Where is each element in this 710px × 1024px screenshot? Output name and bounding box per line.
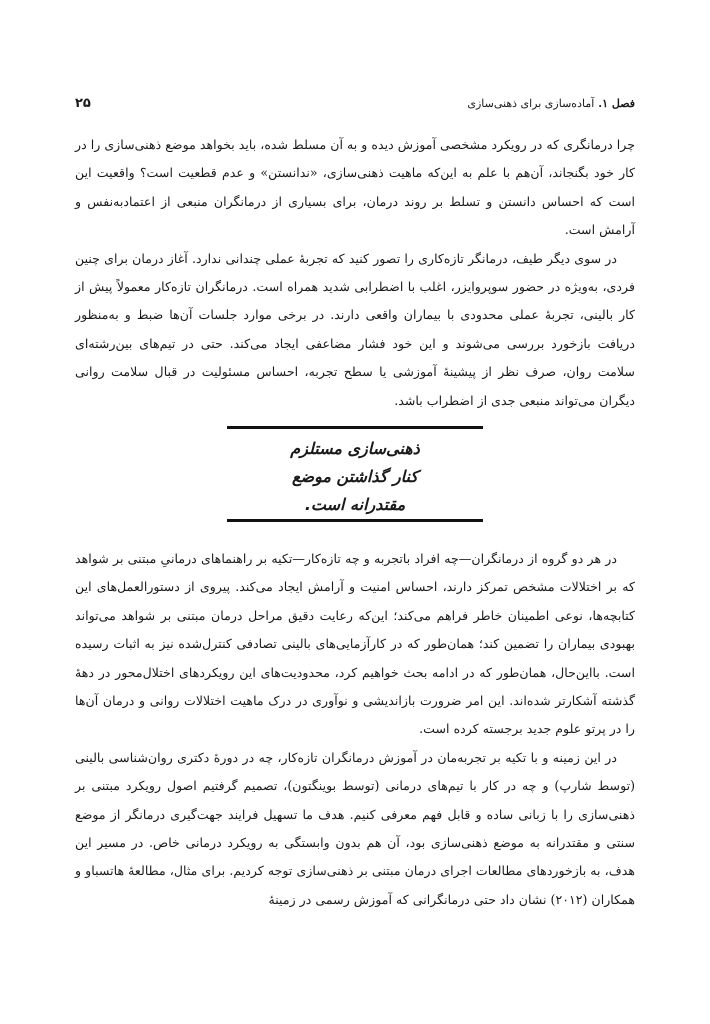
- paragraph: در سوی دیگر طیف، درمانگر تازه‌کاری را تصور کنید که تجربهٔ عملی چندانی ندارد. آغاز درمان برای چنین فردی، به‌ویژه در حضور سوپروایزر، اغلب با اضطرابی شدید همراه است. درمانگران تازه‌کار معمولاً پیش از کار بالینی، تجربهٔ عملی محدودی با بیماران واقعی دارند. در برخی موارد جلسات آن‌ها ضبط و به‌منظور دریافت بازخورد بررسی می‌شوند و این خود فشار مضاعفی ایجاد می‌کند. حتی در تیم‌های بین‌رشته‌ای سلامت روان، صرف نظر از پیشینهٔ آموزشی یا سطح تجربه، احساس مسئولیت در قبال سلامت روانی دیگران می‌تواند منبعی جدی از اضطراب باشد.: [75, 250, 635, 408]
- document-page: [75, 0, 635, 1024]
- chapter-heading: [467, 97, 635, 110]
- body-text-top: [75, 131, 635, 415]
- paragraph: در هر دو گروه از درمانگران—چه افراد باتجربه و چه تازه‌کار—تکیه بر راهنماهای درمانیِ مبتنی بر شواهد که بر اختلالات مشخص تمرکز دارند، احساس امنیت و آرامش ایجاد می‌کند. پیروی از دستورالعمل‌های این کتابچه‌ها، نوعی اطمینان خاطر فراهم می‌کند؛ این‌که رعایت دقیق مراحل درمان مبتنی بر شواهد می‌تواند بهبودی بیماران را تضمین کند؛ همان‌طور که در کارآزمایی‌های بالینی تصادفی کنترل‌شده نیز به اثبات رسیده است. بااین‌حال، همان‌طور که در ادامه بحث خواهیم کرد، محدودیت‌های این رویکردهای اختلال‌محور در دههٔ گذشته آشکارتر شده‌اند. این امر ضرورت بازاندیشی و نوآوری در درک ماهیت اختلالات روانی و درمان آن‌ها را در پرتو علوم جدید برجسته کرده است.: [75, 551, 635, 737]
- paragraph: در این زمینه و با تکیه بر تجربه‌مان در آموزش درمانگران تازه‌کار، چه در دورهٔ دکتری روان‌شناسی بالینی (توسط شارپ) و چه در کار با تیم‌های درمانی (توسط بوینگتون)، تصمیم گرفتیم اصول رویکرد مبتنی بر ذهنی‌سازی را با زبانی ساده و قابل فهم معرفی کنیم. هدف ما تسهیل فرایند جهت‌گیری درمانگر از موضع سنتی و مقتدرانه به موضع ذهنی‌سازی بود، آن هم بدون وابستگی به رویکرد درمانی خاص. در مسیر این هدف، به بازخوردهای مطالعات اجرای درمان مبتنی بر ذهنی‌سازی توجه کردیم. برای مثال، مطالعهٔ هاتسباو و همکاران (۲۰۱۲) نشان داد حتی درمانگرانی که آموزش رسمی در زمینهٔ: [75, 749, 635, 907]
- page-number: ۲۵: [75, 95, 91, 111]
- pull-quote: [227, 426, 483, 522]
- pull-quote-line: مقتدرانه است.: [304, 495, 406, 514]
- body-text-bottom: [75, 545, 635, 914]
- chapter-label: فصل ۱.: [598, 96, 635, 110]
- pull-quote-line: ذهنی‌سازی مستلزم: [290, 439, 420, 458]
- paragraph: چرا درمانگری که در رویکرد مشخصی آموزش دیده و به آن مسلط شده، باید بخواهد موضع ذهنی‌سازی را در کار خود بگنجاند، آن‌هم با علم به این‌که ماهیت ذهنی‌سازی، «ندانستن» و عدم قطعیت است؟ واقعیت این است که احساس دانستن و تسلط بر روند درمان، برای بسیاری از درمانگران منبعی از اعتمادبه‌نفس و آرامش است.: [75, 137, 635, 238]
- running-header: [75, 93, 635, 113]
- pull-quote-line: کنار گذاشتن موضع: [292, 467, 418, 486]
- chapter-title: آماده‌سازی برای ذهنی‌سازی: [467, 96, 595, 110]
